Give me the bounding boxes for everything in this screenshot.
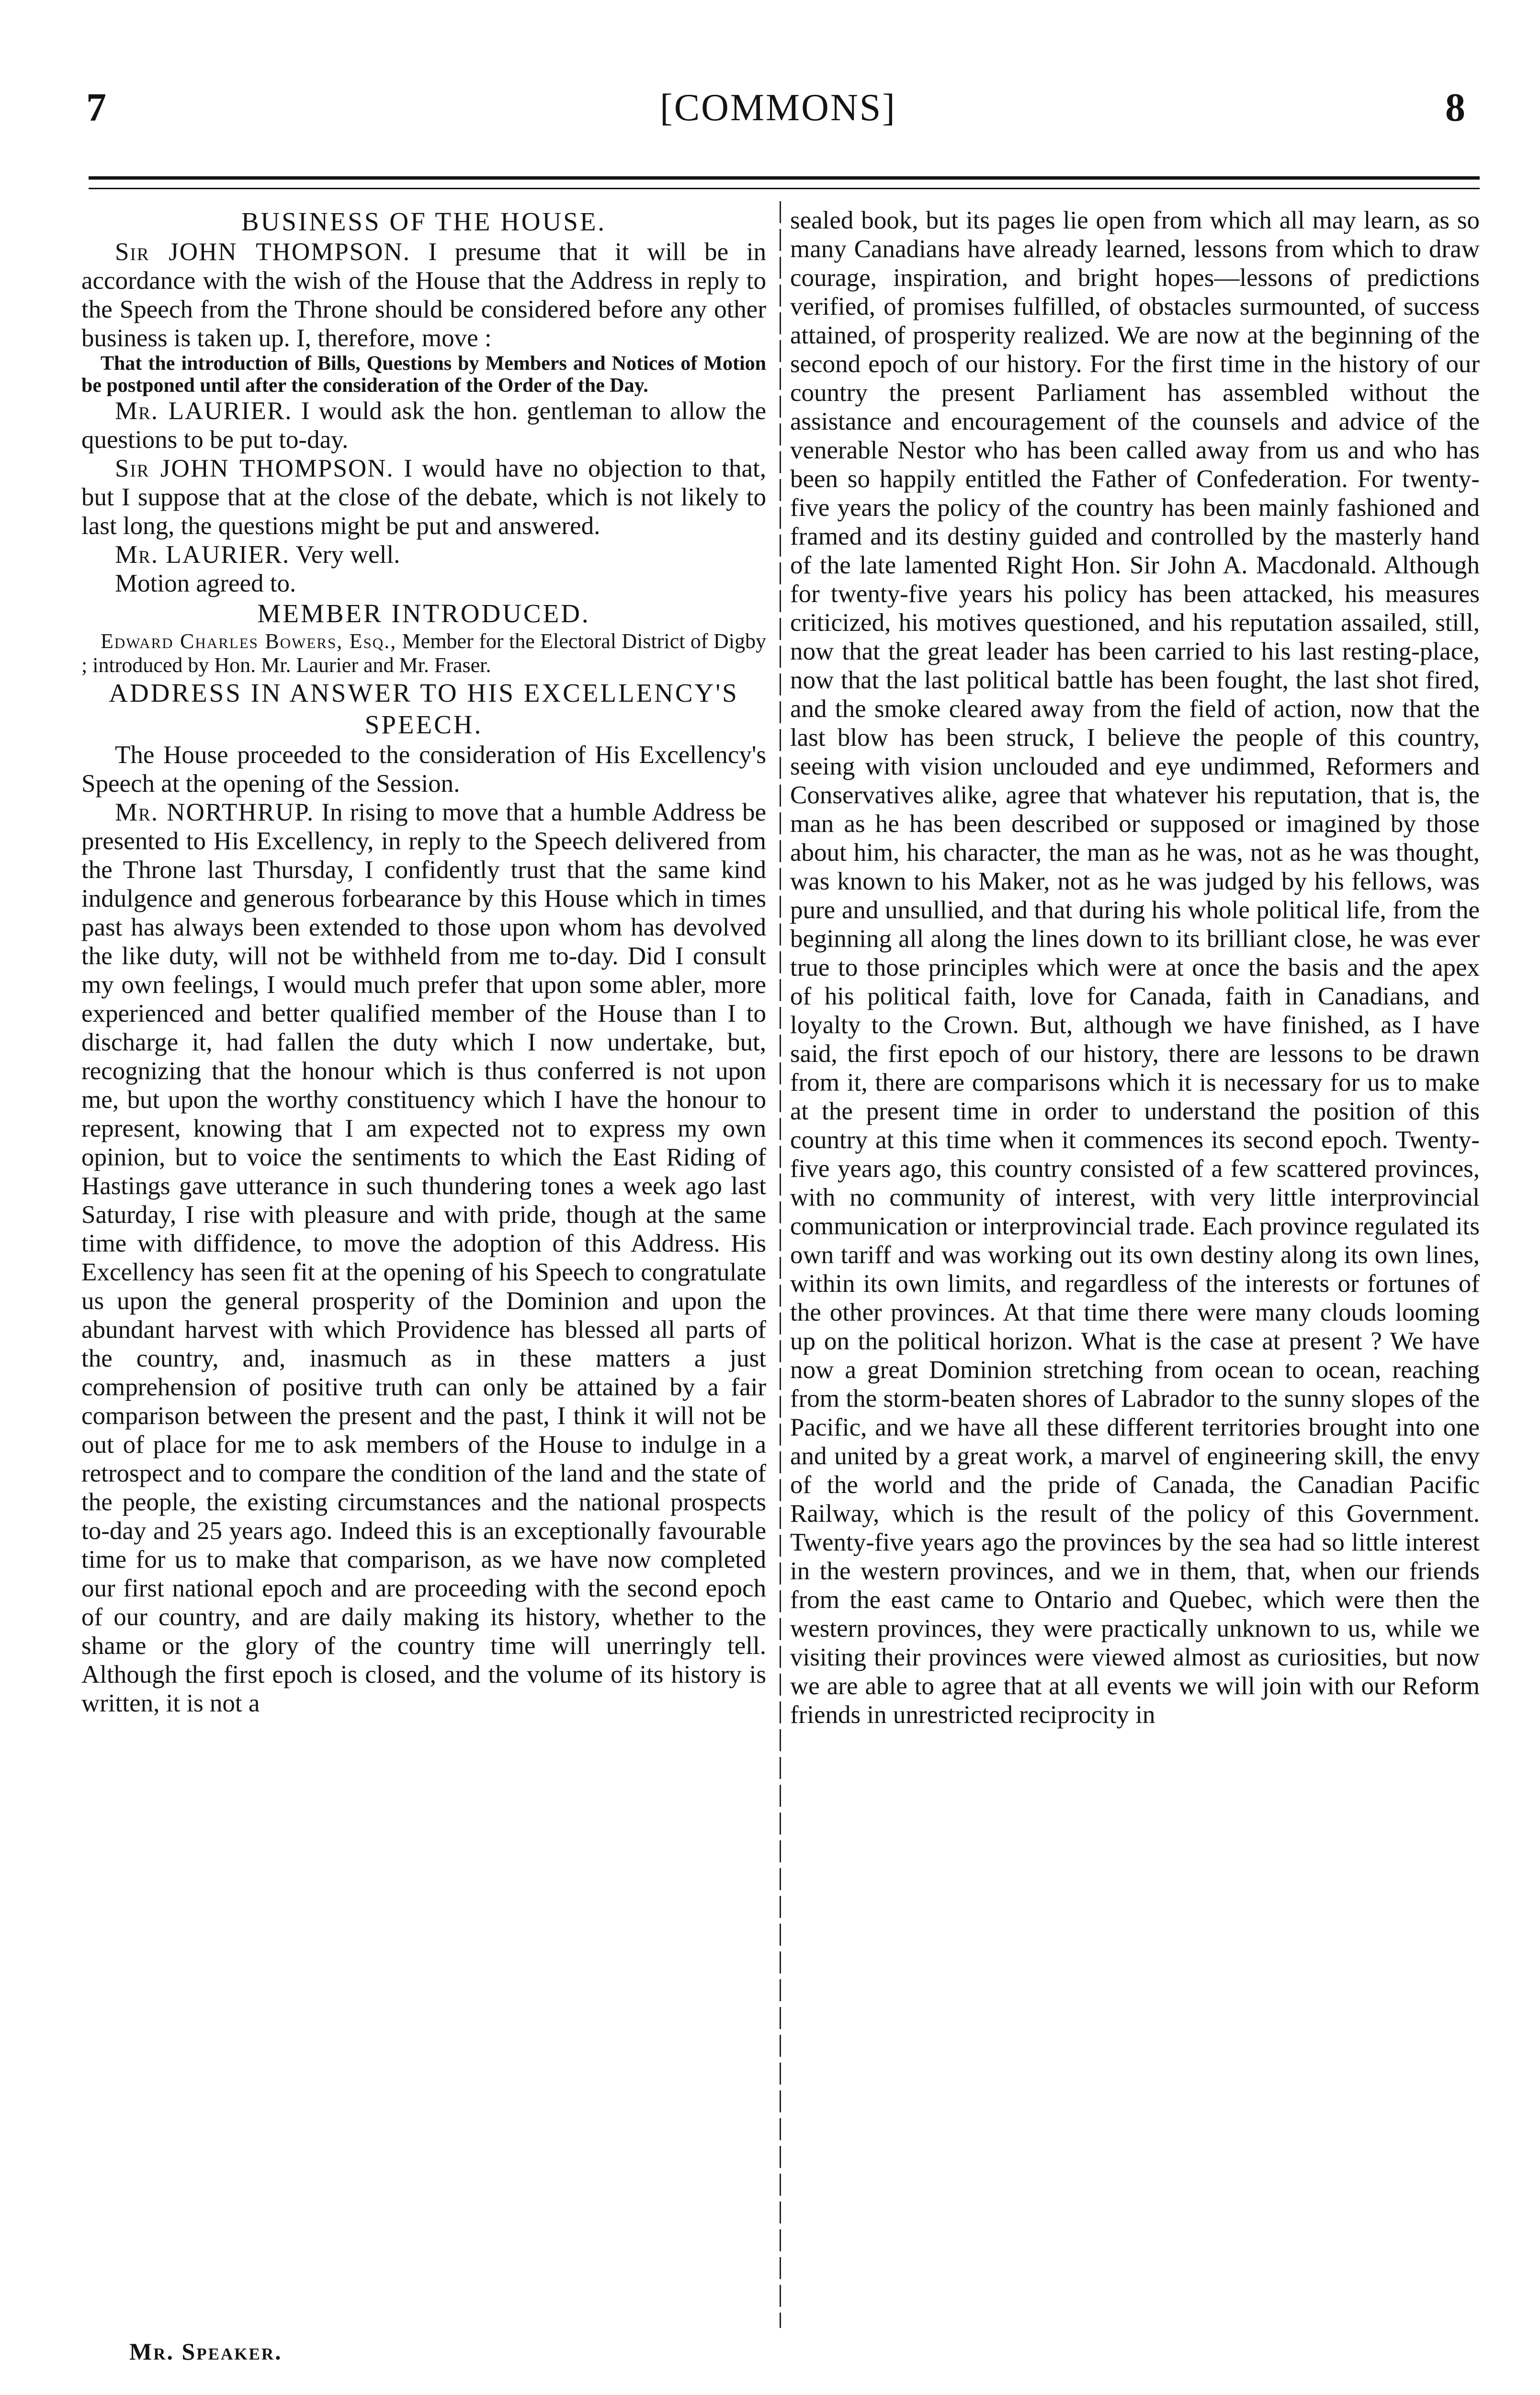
introduction-text: Member for the Electoral District of Digby ; introduced by Hon. Mr. Laurier and Mr. Fraser. xyxy=(81,629,766,677)
page-header xyxy=(72,79,1484,137)
header-rule-thick xyxy=(89,176,1480,180)
speech-laurier-1 xyxy=(81,397,766,454)
column-divider xyxy=(780,201,781,2328)
house-proceeded: The House proceeded to the consideration of His Excellency's Speech at the opening of the Session. xyxy=(81,741,766,798)
member-introduction xyxy=(81,629,766,677)
speaker-name: Sir JOHN THOMPSON. xyxy=(115,455,394,482)
motion-text: That the introduction of Bills, Questions by Members and Notices of Motion be postponed until after the consideration of the Order of the Day. xyxy=(81,353,766,397)
speech-thompson-1 xyxy=(81,238,766,353)
speech-continuation: sealed book, but its pages lie open from which all may learn, as so many Canadians have already learned, lessons from which to draw courage, inspiration, and bright hopes—lessons of predictions verified, of promises fulfilled, of obstacles surmounted, of success attained, of prosperity realized. We are now at the beginning of the second epoch of our history. For the first time in the history of our country the present Parliament has assembled without the assistance and encouragement of the counsels and advice of the venerable Nestor who has been called away from us and who has been so happily entitled the Father of Confederation. For twenty-five years the policy of the country has been mainly fashioned and framed and its destiny guided and controlled by the masterly hand of the late lamented Right Hon. Sir John A. Macdonald. Although for twenty-five years his policy has been attacked, his measures criticized, his motives questioned, and his reputation assailed, still, now that the great leader has been carried to his last resting-place, now that the last political battle has been fought, the last shot fired, and the smoke cleared away from the field of action, now that the last blow has been struck, I believe the people of this country, seeing with vision unclouded and eye undimmed, Reformers and Conservatives alike, agree that whatever his reputation, that is, the man as he has been described or supposed or imagined by those about him, his character, the man as he was, not as he was thought, was known to his Maker, not as he was judged by his fellows, was pure and unsullied, and that during his whole political life, from the beginning all along the lines down to its brilliant close, he was ever true to those principles which were at once the basis and the apex of his political faith, love for Canada, faith in Canadians, and loyalty to the Crown. But, although we have finished, as I have said, the first epoch of our history, there are lessons to be drawn from it, there are comparisons which it is necessary for us to make at the present time in order to understand the position of this country at this time when it commences its second epoch. Twenty-five years ago, this country consisted of a few scattered provinces, with no community of interest, with very little interprovincial communication or interprovincial trade. Each province regulated its own tariff and was working out its own destiny along its own lines, within its own limits, and regardless of the interests or fortunes of the other provinces. At that time there were many clouds looming up on the political horizon. What is the case at present ? We have now a great Dominion stretching from ocean to ocean, reaching from the storm-beaten shores of Labrador to the sunny slopes of the Pacific, and we have all these different territories brought into one and united by a great work, a marvel of engineering skill, the envy of the world and the pride of Canada, the Canadian Pacific Railway, which is the result of the policy of this Government. Twenty-five years ago the provinces by the sea had so little interest in the western provinces, and we in them, that, when our friends from the east came to Ontario and Quebec, which were then the western provinces, they were practically unknown to us, while we visiting their provinces were viewed almost as curiosities, but now we are able to agree that at all events we will join with our Reform friends in unrestricted reciprocity in xyxy=(790,206,1480,1729)
page-number-left: 7 xyxy=(86,85,106,130)
motion-agreed: Motion agreed to. xyxy=(115,570,296,597)
section-heading-member: MEMBER INTRODUCED. xyxy=(257,599,590,628)
catchword: Mr. Speaker. xyxy=(129,2338,283,2365)
speaker-name: Mr. LAURIER. xyxy=(115,397,293,425)
speech-northrup xyxy=(81,798,766,1718)
speech-text: In rising to move that a humble Address be presented to His Excellency, in reply to the Speech delivered from the Throne last Thursday, I confidently trust that the same kind indulgence and generous forbearance by this House which in times past has always been extended to those upon whom has devolved the like duty, will not be withheld from me to-day. Did I consult my own feelings, I would much prefer that upon some abler, more experienced and better qualified member of the House than I to discharge it, had fallen the duty which I now undertake, but, recognizing that the honour which is thus conferred is not upon me, but upon the worthy constituency which I have the honour to represent, knowing that I am expected not to express my own opinion, but to voice the sentiments to which the East Riding of Hastings gave utterance in such thundering tones a week ago last Saturday, I rise with pleasure and with pride, though at the same time with diffidence, to move the adoption of this Address. His Excellency has seen fit at the opening of his Speech to congratulate us upon the general prosperity of the Dominion and upon the abundant harvest with which Providence has blessed all parts of the country, and, inasmuch as in these matters a just comprehension of positive truth can only be attained by a fair comparison between the present and the past, I think it will not be out of place for me to ask members of the House to indulge in a retrospect and to compare the condition of the land and the state of the people, the existing circumstances and the national prospects to-day and 25 years ago. Indeed this is an exceptionally favourable time for us to make that comparison, as we have now completed our first national epoch and are proceeding with the second epoch of our country, and are daily making its history, whether to the shame or the glory of the country time will unerringly tell. Although the first epoch is closed, and the volume of its history is written, it is not a xyxy=(81,798,767,1717)
header-rule-thin xyxy=(89,188,1480,189)
page-number-right: 8 xyxy=(1445,85,1465,130)
speaker-name: Sir JOHN THOMPSON. xyxy=(115,238,410,266)
section-heading-business: BUSINESS OF THE HOUSE. xyxy=(241,207,607,236)
right-column xyxy=(790,206,1480,1729)
section-heading-address: ADDRESS IN ANSWER TO HIS EXCELLENCY'S SPEECH. xyxy=(109,678,739,739)
left-column xyxy=(81,206,766,1718)
speaker-name: Mr. LAURIER. xyxy=(115,541,290,569)
speech-laurier-2 xyxy=(81,540,766,569)
speaker-name: Mr. NORTHRUP. xyxy=(115,798,315,826)
member-name: Edward Charles Bowers, Esq., xyxy=(101,629,397,653)
speech-text: I would ask the hon. gentleman to allow the questions to be put to-day. xyxy=(81,397,766,454)
speech-text: I presume that it will be in accordance with the wish of the House that the Address in reply to the Speech from the Throne should be considered before any other business is taken up. I, therefore, move : xyxy=(81,238,766,352)
running-head: [COMMONS] xyxy=(660,87,896,129)
speech-text: I would have no objection to that, but I suppose that at the close of the debate, which is not likely to last long, the questions might be put and answered. xyxy=(81,455,766,540)
speech-thompson-2 xyxy=(81,454,766,540)
speech-text: Very well. xyxy=(295,541,400,569)
